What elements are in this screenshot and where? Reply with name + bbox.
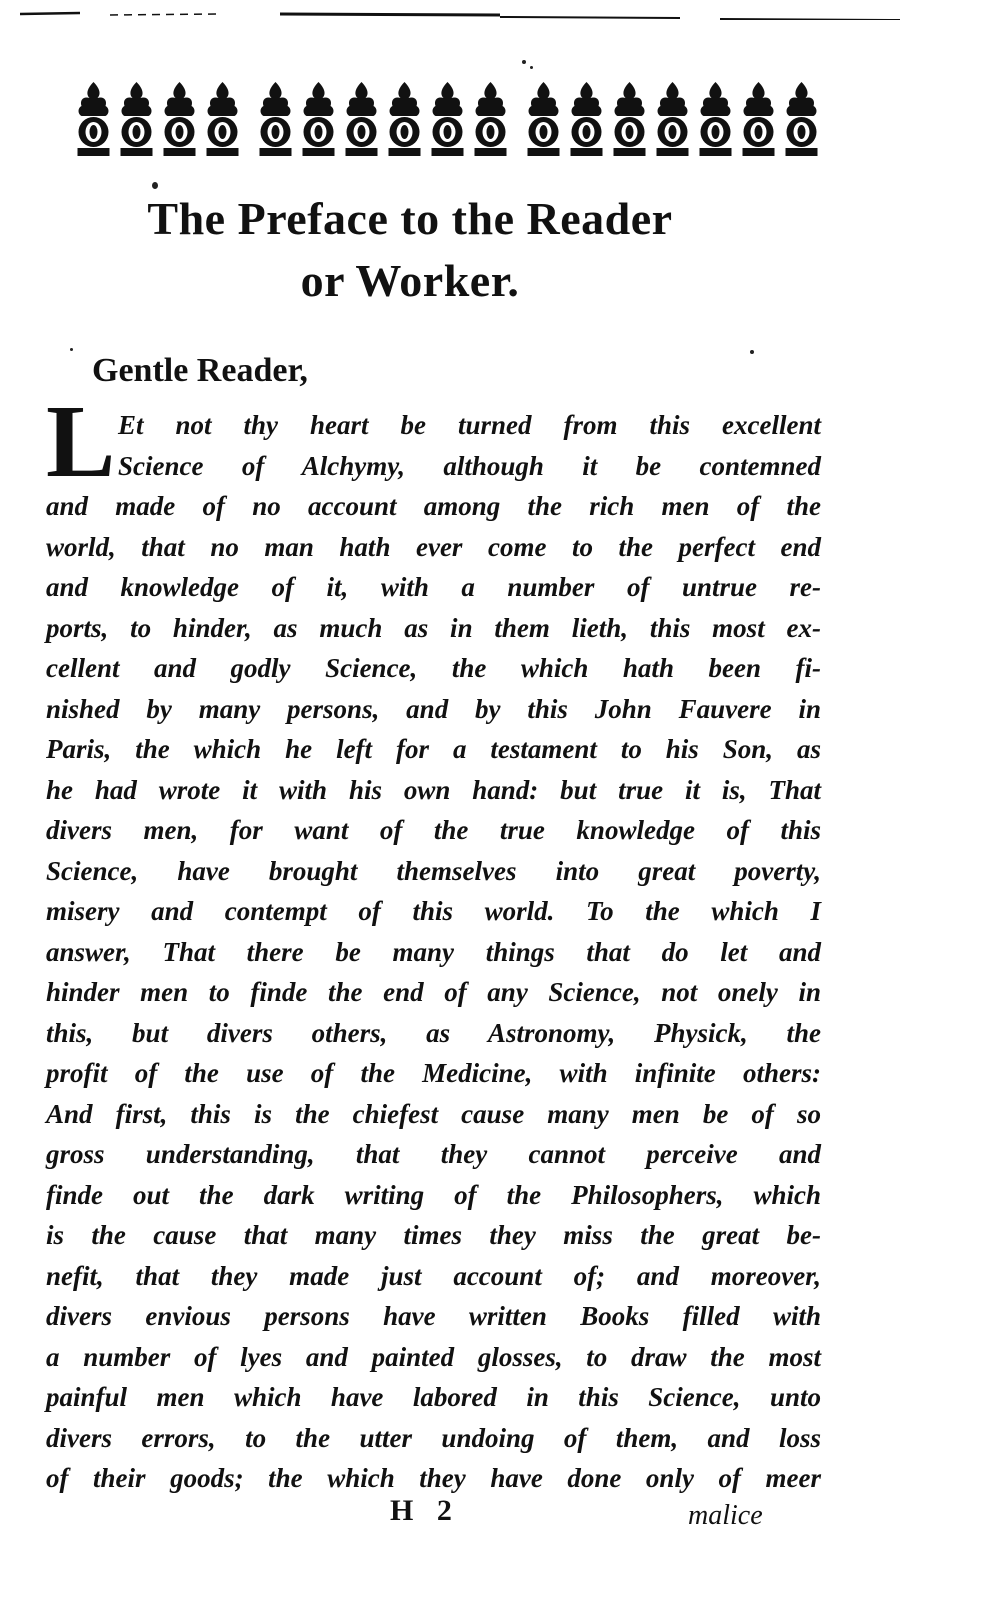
text-line: a number of lyes and painted glosses, to draw the most xyxy=(46,1341,821,1372)
ornament-group xyxy=(254,80,512,160)
text-line: gross understanding, that they cannot perceive and xyxy=(46,1139,821,1169)
text-line: and made of no account among the rich men of the xyxy=(46,491,821,521)
print-speck xyxy=(152,182,158,189)
text-line: Et not thy heart be turned from this excellent xyxy=(118,410,821,440)
text-line: finde out the dark writing of the Philosophers, which xyxy=(46,1179,821,1210)
text-line: world, that no man hath ever come to the perfect end xyxy=(46,531,821,562)
text-line: Paris, the which he left for a testament to his Son, as xyxy=(46,734,821,764)
fleuron-ornament-icon xyxy=(383,80,426,160)
top-border-rule xyxy=(20,10,920,20)
title-line-2: or Worker. xyxy=(300,255,520,306)
text-line: is the cause that many times they miss the great be- xyxy=(46,1220,821,1250)
title-line-1: The Preface to the Reader xyxy=(147,193,673,244)
catchword: malice xyxy=(688,1500,763,1531)
print-speck xyxy=(530,66,533,69)
text-line: ports, to hinder, as much as in them lieth, this most ex- xyxy=(46,612,821,643)
text-line: profit of the use of the Medicine, with infinite others: xyxy=(46,1058,821,1088)
fleuron-ornament-icon xyxy=(651,80,694,160)
fleuron-ornament-icon xyxy=(608,80,651,160)
fleuron-ornament-icon xyxy=(297,80,340,160)
text-line: misery and contempt of this world. To the which I xyxy=(46,896,821,926)
text-line: nefit, that they made just account of; and moreover, xyxy=(46,1260,821,1291)
fleuron-ornament-icon xyxy=(158,80,201,160)
fleuron-ornament-icon xyxy=(694,80,737,160)
drop-cap: L xyxy=(46,384,116,499)
ornament-group xyxy=(72,80,244,160)
text-line: nished by many persons, and by this John Fauvere in xyxy=(46,693,821,724)
text-line: he had wrote it with his own hand: but true it is, That xyxy=(46,774,821,805)
text-line: divers envious persons have written Books filled with xyxy=(46,1301,821,1331)
fleuron-ornament-icon xyxy=(254,80,297,160)
text-line: painful men which have labored in this Science, unto xyxy=(46,1382,821,1412)
text-line: this, but divers others, as Astronomy, Physick, the xyxy=(46,1017,821,1048)
text-line: divers errors, to the utter undoing of them, and loss xyxy=(46,1422,821,1453)
text-line: of their goods; the which they have done only of meer xyxy=(46,1463,821,1493)
fleuron-ornament-band xyxy=(72,78,828,160)
text-line: cellent and godly Science, the which hath been fi- xyxy=(46,653,821,683)
fleuron-ornament-icon xyxy=(565,80,608,160)
text-line: and knowledge of it, with a number of untrue re- xyxy=(46,572,821,602)
text-line: answer, That there be many things that do let and xyxy=(46,936,821,967)
fleuron-ornament-icon xyxy=(115,80,158,160)
text-line: Science, have brought themselves into great poverty, xyxy=(46,855,821,886)
text-line: hinder men to finde the end of any Science, not onely in xyxy=(46,977,821,1007)
fleuron-ornament-icon xyxy=(737,80,780,160)
text-line: divers men, for want of the true knowledge of this xyxy=(46,815,821,845)
print-speck xyxy=(522,60,526,64)
signature-mark: H 2 xyxy=(390,1494,460,1527)
print-speck xyxy=(750,350,754,354)
print-speck xyxy=(70,348,73,351)
fleuron-ornament-icon xyxy=(72,80,115,160)
text-line: And first, this is the chiefest cause many men be of so xyxy=(46,1098,821,1129)
fleuron-ornament-icon xyxy=(522,80,565,160)
ornament-group xyxy=(522,80,823,160)
fleuron-ornament-icon xyxy=(469,80,512,160)
fleuron-ornament-icon xyxy=(201,80,244,160)
text-line: Science of Alchymy, although it be contemned xyxy=(118,450,821,481)
salutation: Gentle Reader, xyxy=(92,352,308,389)
page-title xyxy=(90,188,730,312)
fleuron-ornament-icon xyxy=(340,80,383,160)
fleuron-ornament-icon xyxy=(426,80,469,160)
fleuron-ornament-icon xyxy=(780,80,823,160)
